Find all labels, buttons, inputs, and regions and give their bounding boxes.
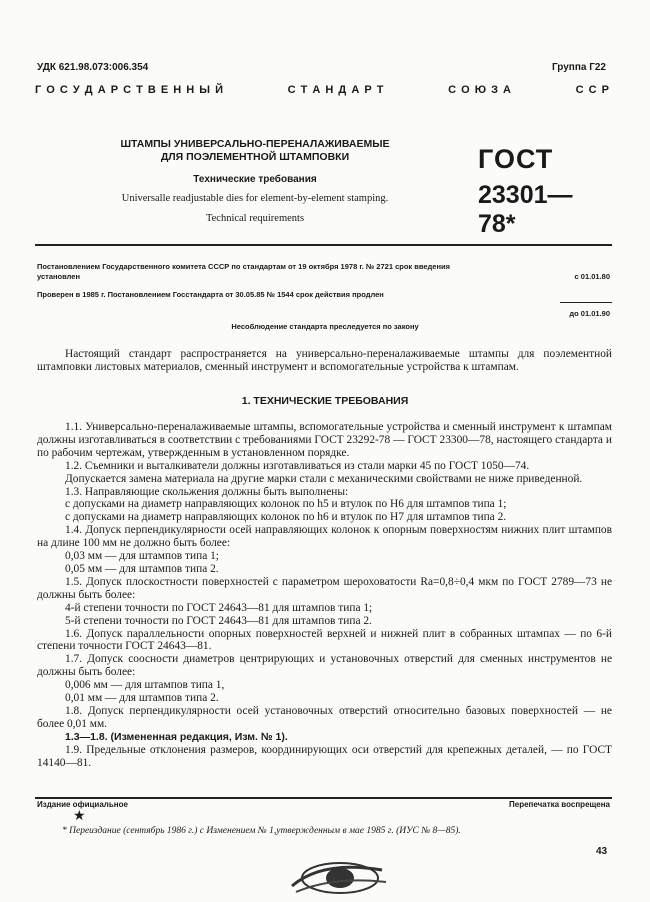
para-1-6: 1.6. Допуск параллельности опорных поверхностей верхней и нижней плит в собранных штампах — по 6-й степени точности ГОСТ 24643—81.	[37, 627, 612, 653]
para-1-1: 1.1. Универсально-переналаживаемые штампы, вспомогательные устройства и сменный инструмент к штампам должны изготавливаться в соответствии с требованиями ГОСТ 23292-78 — ГОСТ 23300—78, настоящего стандарта и по рабочим чертежам, утвержденным в установленном порядке.	[37, 421, 612, 459]
heading-word-state: Г О С У Д А Р С Т В Е Н Н Ы Й	[35, 84, 224, 96]
intro-paragraph: Настоящий стандарт распространяется на универсально-переналаживаемые штампы для поэлементной штамповки листовых материалов, сменный инструмент и вспомогательные устройства к штампам.	[37, 348, 612, 373]
subtitle: Технические требования	[193, 174, 317, 185]
decree-date2: до 01.01.90	[569, 309, 610, 318]
para-1-4: 1.4. Допуск перпендикулярности осей направляющих колонок к опорным поверхностям нижних плит штампов на длине 100 мм не должно быть более:	[37, 524, 612, 550]
para-1-4b: 0,05 мм — для штампов типа 2.	[65, 562, 219, 575]
para-1-3-8-change: 1.3—1.8. (Измененная редакция, Изм. № 1).	[65, 730, 288, 743]
para-1-7a: 0,006 мм — для штампов типа 1,	[65, 679, 225, 692]
divider-bottom	[35, 797, 612, 799]
library-stamp-icon	[282, 852, 392, 900]
para-1-7: 1.7. Допуск соосности диаметров центрирующих и установочных отверстий для сменных инструментов не должны быть более:	[37, 653, 612, 679]
decree-line1: Постановлением Государственного комитета СССР по стандартам от 19 октября 1978 г. № 2721 срок введения	[37, 262, 450, 271]
para-1-9: 1.9. Предельные отклонения размеров, координирующих оси отверстий для крепежных деталей, — по ГОСТ 14140—81.	[37, 743, 612, 769]
para-1-2: 1.2. Съемники и выталкиватели должны изготавливаться из стали марки 45 по ГОСТ 1050—74.	[65, 459, 530, 472]
star-icon: ★	[73, 809, 86, 824]
section-title: 1. ТЕХНИЧЕСКИЕ ТРЕБОВАНИЯ	[241, 395, 409, 407]
group-code: Группа Г22	[551, 62, 606, 73]
para-1-7b: 0,01 мм — для штампов типа 2.	[65, 692, 219, 705]
footnote: * Переиздание (сентябрь 1986 г.) с Изменением № 1,утвержденным в мае 1985 г. (ИУС № 8—85).	[62, 826, 461, 836]
state-standard-heading	[35, 84, 610, 96]
heading-word-ussr: С С Р	[575, 84, 610, 96]
title-block	[100, 138, 410, 225]
divider-date	[560, 302, 612, 303]
gost-designation	[478, 144, 608, 239]
violation-note: Несоблюдение стандарта преследуется по закону	[231, 322, 419, 331]
official-edition: Издание официальное	[37, 800, 128, 809]
para-1-3: 1.3. Направляющие скольжения должны быть выполнены:	[65, 485, 349, 498]
para-1-5: 1.5. Допуск плоскостности поверхностей с параметром шероховатости Ra=0,8÷0,4 мкм по ГОСТ 2789—73 не должны быть более:	[37, 575, 612, 601]
title-en-line1: Universalle readjustable dies for element-by-element stamping.	[121, 193, 389, 204]
para-1-5b: 5-й степени точности по ГОСТ 24643—81 для штампов типа 2.	[65, 614, 372, 627]
decree-date1: с 01.01.80	[574, 272, 610, 281]
para-1-2b: Допускается замена материала на другие марки стали с механическими свойствами не ниже приведенной.	[65, 472, 583, 485]
para-1-3a: с допусками на диаметр направляющих колонок по h5 и втулок по H6 для штампов типа 1;	[65, 498, 507, 511]
heading-word-standard: С Т А Н Д А Р Т	[287, 84, 385, 96]
title-ru-line2: ДЛЯ ПОЭЛЕМЕНТНОЙ ШТАМПОВКИ	[160, 151, 350, 163]
divider-top	[35, 244, 612, 246]
heading-word-union: С О Ю З А	[448, 84, 512, 96]
para-1-4a: 0,03 мм — для штампов типа 1;	[65, 550, 219, 563]
para-1-8: 1.8. Допуск перпендикулярности осей установочных отверстий относительно базовых поверхностей — не более 0,01 мм.	[37, 704, 612, 730]
decree-line1-end: установлен	[37, 272, 80, 281]
intro-text	[37, 348, 612, 374]
udk-code: УДК 621.98.073:006.354	[37, 62, 149, 73]
reprint-prohibited: Перепечатка воспрещена	[509, 800, 610, 809]
page-number: 43	[596, 846, 608, 857]
requirements-body	[37, 421, 612, 769]
decree-line2: Проверен в 1985 г. Постановлением Госстандарта от 30.05.85 № 1544 срок действия продлен	[37, 290, 384, 299]
title-en-line2: Technical requirements	[205, 213, 305, 224]
para-1-5a: 4-й степени точности по ГОСТ 24643—81 для штампов типа 1;	[65, 601, 373, 614]
title-ru-line1: ШТАМПЫ УНИВЕРСАЛЬНО-ПЕРЕНАЛАЖИВАЕМЫЕ	[120, 138, 390, 150]
gost-number: 23301—78*	[478, 181, 573, 238]
para-1-3b: с допусками на диаметр направляющих колонок по h6 и втулок по H7 для штампов типа 2.	[65, 511, 507, 524]
gost-label: ГОСТ	[478, 144, 554, 174]
